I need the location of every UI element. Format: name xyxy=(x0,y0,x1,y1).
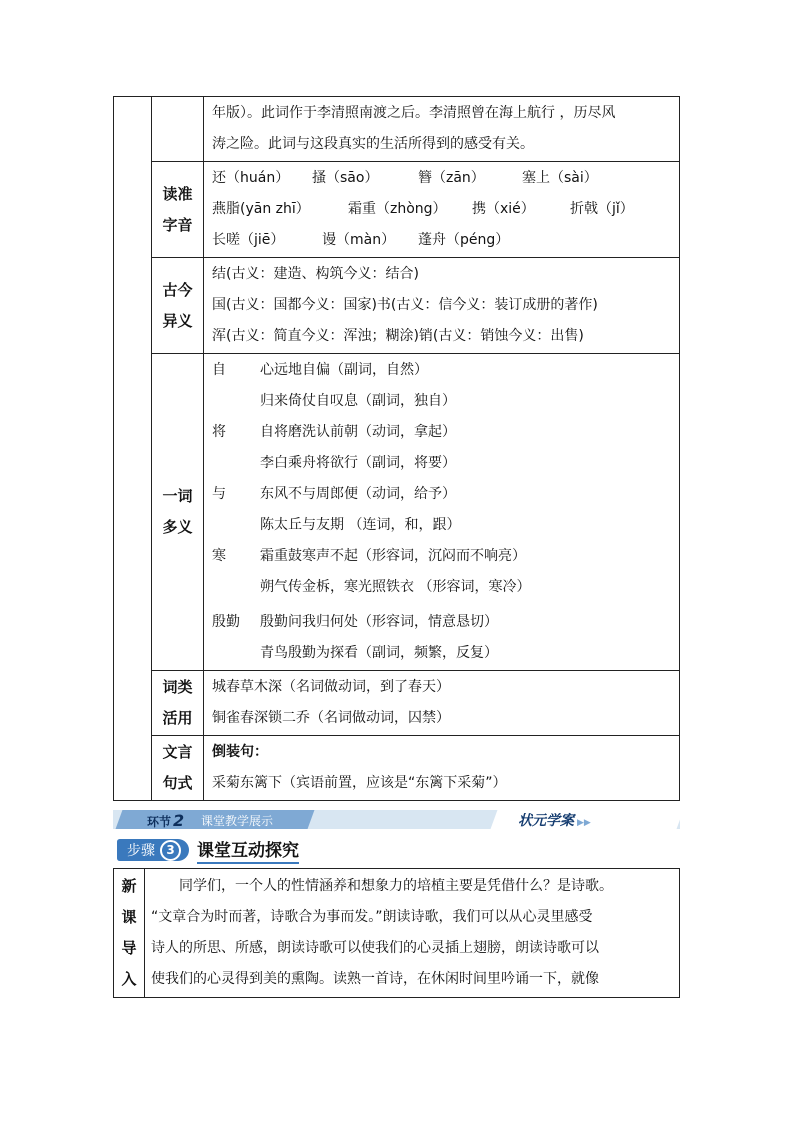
paragraph-line: 使我们的心灵得到美的熏陶。读熟一首诗，在休闲时间里吟诵一下，就像 xyxy=(151,971,599,987)
section-band xyxy=(113,810,680,829)
ancient-modern-line: 浑(古义：简直今义：浑浊；糊涂)销(古义：销蚀今义：出售) xyxy=(212,328,584,344)
paragraph-line: 同学们，一个人的性情涵养和想象力的培植主要是凭借什么？是诗歌。 xyxy=(151,878,613,894)
intro-label-cell xyxy=(152,97,204,162)
polysemy-entry: 将 自将磨洗认前朝（动词，拿起） xyxy=(212,417,679,448)
intro-cell xyxy=(204,97,680,162)
section-title: 课堂教学展示 xyxy=(201,814,274,828)
polysemy-word: 殷勤 xyxy=(212,614,240,630)
polysemy-entry: 朔气传金柝，寒光照铁衣 （形容词，寒冷） xyxy=(260,579,531,595)
step-number: 3 xyxy=(160,840,181,861)
word-class-line: 城春草木深（名词做动词，到了春天） xyxy=(212,679,450,695)
brand-logo: 状元学案 ▶▶ xyxy=(518,813,591,829)
pronunciation-label: 读准 字音 xyxy=(152,162,204,258)
new-lesson-text xyxy=(145,869,680,998)
polysemy-word: 自 xyxy=(212,362,226,378)
polysemy-entry: 李白乘舟将欲行（副词，将要） xyxy=(260,455,456,471)
polysemy-entry: 青鸟殷勤为探看（副词，频繁，反复） xyxy=(260,645,498,661)
polysemy-word: 将 xyxy=(212,424,226,440)
pronunciation-cell xyxy=(204,162,680,258)
polysemy-cell xyxy=(204,354,680,671)
step-pill: 步骤 3 xyxy=(117,839,189,861)
polysemy-word: 与 xyxy=(212,486,226,502)
word-class-cell xyxy=(204,671,680,736)
syntax-label: 文言 句式 xyxy=(152,736,204,801)
ancient-modern-cell xyxy=(204,258,680,354)
left-blank-column xyxy=(114,97,152,801)
syntax-heading: 倒装句： xyxy=(212,744,268,760)
ancient-modern-line: 国(古义：国都今义：国家)书(古义：信今义：装订成册的著作) xyxy=(212,297,598,313)
section-number: 2 xyxy=(173,811,185,830)
polysemy-entry: 自 心远地自偏（副词，自然） xyxy=(212,355,679,386)
intro-line: 涛之险。此词与这段真实的生活所得到的感受有关。 xyxy=(212,136,534,152)
polysemy-entry: 寒 霜重鼓寒声不起（形容词，沉闷而不响亮） xyxy=(212,541,679,572)
study-notes-table xyxy=(113,96,680,801)
syntax-line: 采菊东篱下（宾语前置，应该是“东篱下采菊”） xyxy=(212,775,507,791)
word-class-line: 铜雀春深锁二乔（名词做动词，囚禁） xyxy=(212,710,450,726)
paragraph-line: “文章合为时而著，诗歌合为事而发。”朗读诗歌，我们可以从心灵里感受 xyxy=(151,909,593,925)
polysemy-entry: 归来倚仗自叹息（副词，独自） xyxy=(260,393,456,409)
step-header xyxy=(117,838,299,862)
polysemy-word: 寒 xyxy=(212,548,226,564)
section-prefix: 环节 2 xyxy=(147,811,185,830)
polysemy-entry: 陈太丘与友期 （连词，和，跟） xyxy=(260,517,461,533)
double-arrow-icon: ▶▶ xyxy=(577,818,591,828)
pronunciation-row: 还（huán） 搔（sāo） 簪（zān） 塞上（sài） xyxy=(212,170,598,186)
pronunciation-row: 燕脂(yān zhī） 霜重（zhòng） 携（xié） 折戟（jǐ） xyxy=(212,201,634,217)
polysemy-entry: 殷勤 殷勤问我归何处（形容词，情意恳切） xyxy=(212,607,679,638)
syntax-cell xyxy=(204,736,680,801)
step-title: 课堂互动探究 xyxy=(197,836,299,864)
ancient-modern-label: 古今 异义 xyxy=(152,258,204,354)
polysemy-label: 一词 多义 xyxy=(152,354,204,671)
ancient-modern-line: 结(古义：建造、构筑今义：结合) xyxy=(212,266,419,282)
new-lesson-label: 新 课 导 入 xyxy=(114,869,145,998)
new-lesson-table xyxy=(113,868,680,998)
intro-line: 年版）。此词作于李清照南渡之后。李清照曾在海上航行 ，历尽风 xyxy=(212,105,616,121)
pronunciation-row: 长嗟（jiē） 谩（màn） 蓬舟（péng） xyxy=(212,232,510,248)
polysemy-entry: 与 东风不与周郎便（动词，给予） xyxy=(212,479,679,510)
paragraph-line: 诗人的所思、所感，朗读诗歌可以使我们的心灵插上翅膀，朗读诗歌可以 xyxy=(151,940,599,956)
word-class-label: 词类 活用 xyxy=(152,671,204,736)
